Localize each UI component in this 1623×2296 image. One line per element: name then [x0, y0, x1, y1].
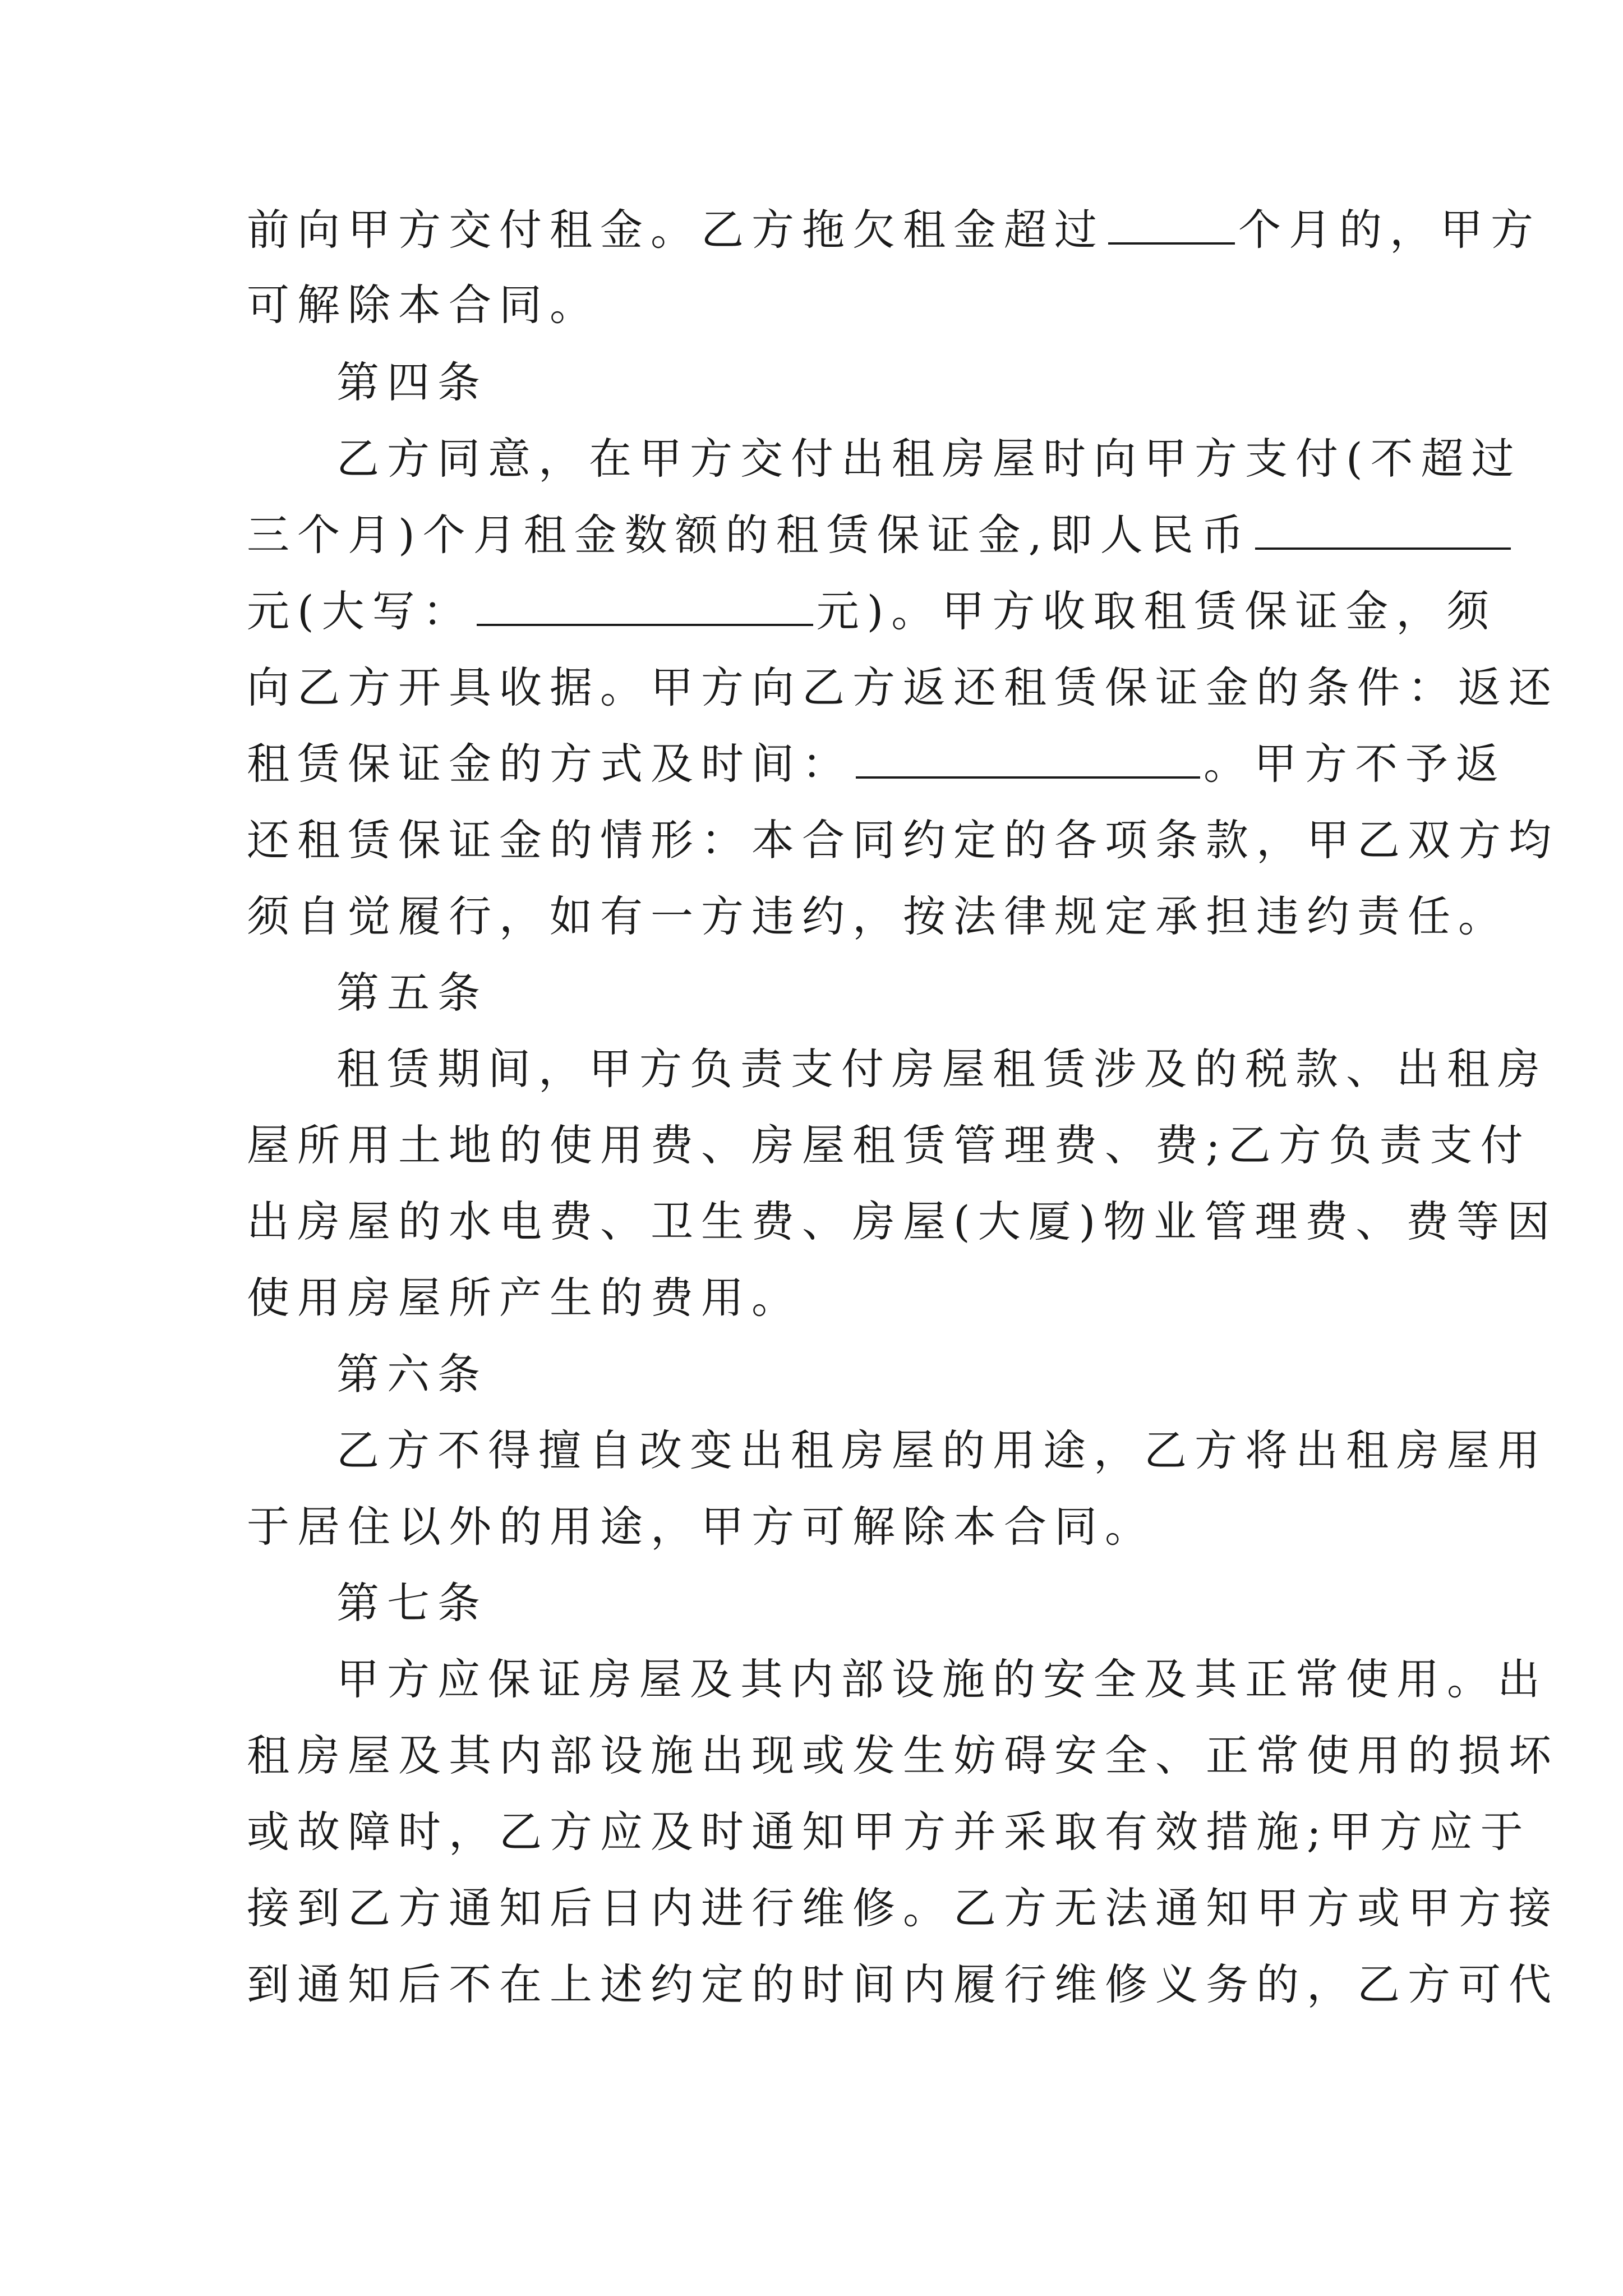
text-line: 使用房屋所产生的费用。: [247, 1273, 802, 1323]
text-segment: 个月的，甲方: [1238, 205, 1541, 255]
text-segment: 元(大写：: [247, 586, 473, 636]
text-segment: 三个月)个月租金数额的租赁保证金,即人民币: [247, 510, 1252, 560]
fill-in-blank: [1255, 512, 1511, 550]
text-line: [247, 737, 1506, 791]
text-segment: 。甲方不予返: [1204, 739, 1506, 789]
paragraph-first-line: 乙方同意，在甲方交付出租房屋时向甲方支付(不超过: [336, 434, 1522, 484]
text-line: [247, 203, 1541, 257]
fill-in-blank: [1108, 206, 1235, 245]
article-heading: 第七条: [336, 1578, 488, 1628]
paragraph-first-line: 租赁期间，甲方负责支付房屋租赁涉及的税款、出租房: [336, 1044, 1548, 1094]
text-segment: 前向甲方交付租金。乙方拖欠租金超过: [247, 205, 1105, 255]
text-segment: 元)。甲方收取租赁保证金，须: [816, 586, 1497, 636]
text-line: 可解除本合同。: [247, 280, 600, 330]
paragraph-first-line: 甲方应保证房屋及其内部设施的安全及其正常使用。出: [336, 1654, 1548, 1704]
text-line: 须自觉履行，如有一方违约，按法律规定承担违约责任。: [247, 891, 1509, 941]
text-line: 或故障时，乙方应及时通知甲方并采取有效措施;甲方应于: [247, 1807, 1531, 1857]
paragraph-first-line: 乙方不得擅自改变出租房屋的用途，乙方将出租房屋用: [336, 1425, 1548, 1475]
article-heading: 第四条: [336, 357, 488, 407]
text-line: 于居住以外的用途，甲方可解除本合同。: [247, 1502, 1155, 1552]
fill-in-blank: [856, 740, 1200, 779]
text-line: 到通知后不在上述约定的时间内履行维修义务的，乙方可代: [247, 1959, 1559, 2009]
text-line: [247, 508, 1514, 562]
article-heading: 第五条: [336, 968, 488, 1018]
text-line: 还租赁保证金的情形：本合同约定的各项条款，甲乙双方均: [247, 815, 1559, 865]
text-segment: 租赁保证金的方式及时间：: [247, 739, 852, 789]
text-line: 租房屋及其内部设施出现或发生妨碍安全、正常使用的损坏: [247, 1731, 1559, 1780]
fill-in-blank: [477, 588, 813, 626]
article-heading: 第六条: [336, 1349, 488, 1399]
text-line: 接到乙方通知后日内进行维修。乙方无法通知甲方或甲方接: [247, 1883, 1559, 1933]
text-line: 向乙方开具收据。甲方向乙方返还租赁保证金的条件：返还: [247, 662, 1559, 712]
text-line: [247, 585, 1497, 638]
text-line: 出房屋的水电费、卫生费、房屋(大厦)物业管理费、费等因: [247, 1197, 1558, 1246]
text-line: 屋所用土地的使用费、房屋租赁管理费、费;乙方负责支付: [247, 1120, 1531, 1170]
